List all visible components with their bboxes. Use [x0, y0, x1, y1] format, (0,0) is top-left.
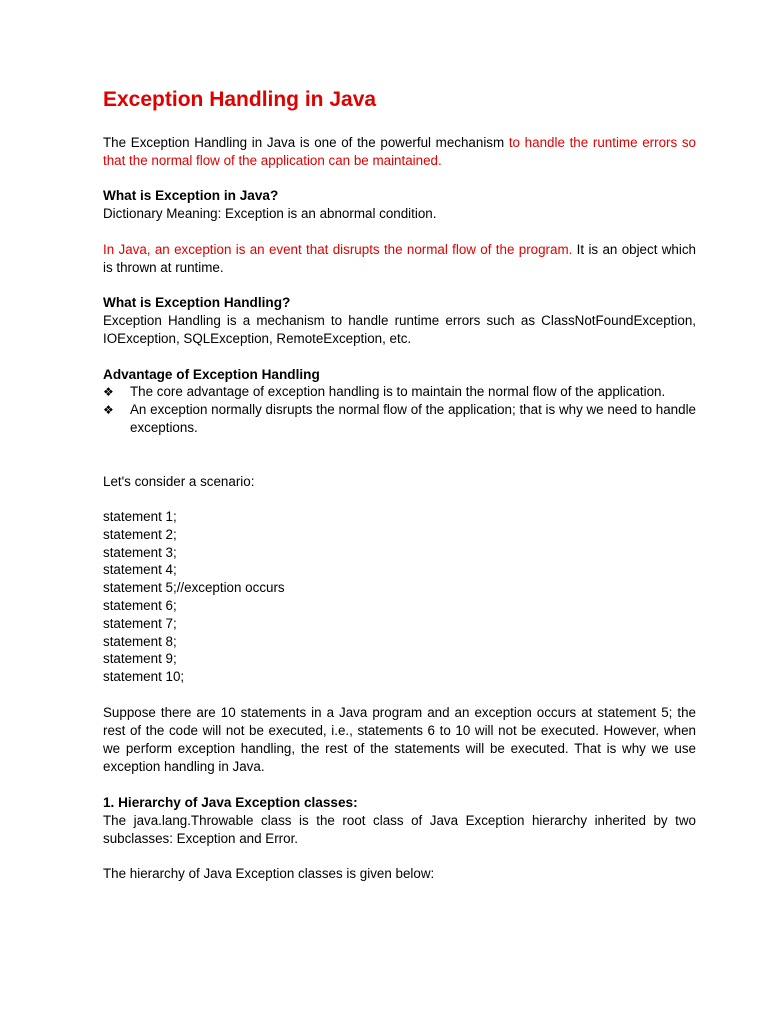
- statement-line: statement 3;: [103, 544, 177, 560]
- diamond-bullet-icon: ❖: [103, 403, 114, 417]
- advantage-heading: Advantage of Exception Handling: [103, 367, 320, 382]
- advantage-list: [103, 383, 696, 437]
- list-item: [103, 383, 696, 401]
- statement-line: statement 6;: [103, 597, 177, 613]
- java-exception-paragraph: [103, 241, 696, 277]
- intro-plain-text: The Exception Handling in Java is one of the powerful mechanism: [103, 135, 509, 150]
- page-title: Exception Handling in Java: [103, 88, 377, 111]
- what-is-handling-heading: What is Exception Handling?: [103, 295, 291, 310]
- statement-list: [103, 508, 285, 686]
- advantage-bullet-text: The core advantage of exception handling is to maintain the normal flow of the application.: [130, 384, 666, 399]
- java-exception-highlight: In Java, an exception is an event that disrupts the normal flow of the program.: [103, 242, 573, 257]
- statement-line: statement 5;//exception occurs: [103, 580, 285, 596]
- statement-line: statement 10;: [103, 669, 185, 685]
- hierarchy-text: The java.lang.Throwable class is the root class of Java Exception hierarchy inherited by two subclasses: Exception and Error.: [103, 813, 696, 846]
- advantage-bullet-text: An exception normally disrupts the normal flow of the application; that is why we need to handle exceptions.: [130, 402, 696, 435]
- what-is-exception-heading: What is Exception in Java?: [103, 188, 279, 203]
- statement-line: statement 8;: [103, 633, 177, 649]
- list-item: [103, 401, 696, 437]
- scenario-intro: Let's consider a scenario:: [103, 474, 255, 489]
- statement-line: statement 2;: [103, 526, 177, 542]
- hierarchy-heading: 1. Hierarchy of Java Exception classes:: [103, 795, 358, 810]
- statement-line: statement 9;: [103, 651, 177, 667]
- statement-line: statement 1;: [103, 509, 177, 524]
- intro-highlight-text: to handle the runtime errors so that the normal flow of the application can be maintained.: [103, 135, 696, 168]
- java-exception-plain: It is an object which is thrown at runtime.: [103, 242, 696, 275]
- handling-definition-text: Exception Handling is a mechanism to handle runtime errors such as ClassNotFoundException, IOException, SQLException, RemoteException, etc.: [103, 313, 696, 346]
- statement-line: statement 7;: [103, 615, 177, 631]
- diamond-bullet-icon: ❖: [103, 385, 114, 399]
- dictionary-meaning-text: Dictionary Meaning: Exception is an abnormal condition.: [103, 206, 437, 221]
- statement-line: statement 4;: [103, 562, 177, 578]
- scenario-explanation: Suppose there are 10 statements in a Java program and an exception occurs at statement 5; the rest of the code will not be executed, i.e., statements 6 to 10 will not be executed. However, when we perform exception handling, the rest of the statements will be executed. That is why we use exception handling in Java.: [103, 705, 696, 774]
- hierarchy-given-below: The hierarchy of Java Exception classes is given below:: [103, 866, 435, 881]
- intro-paragraph: [103, 134, 696, 170]
